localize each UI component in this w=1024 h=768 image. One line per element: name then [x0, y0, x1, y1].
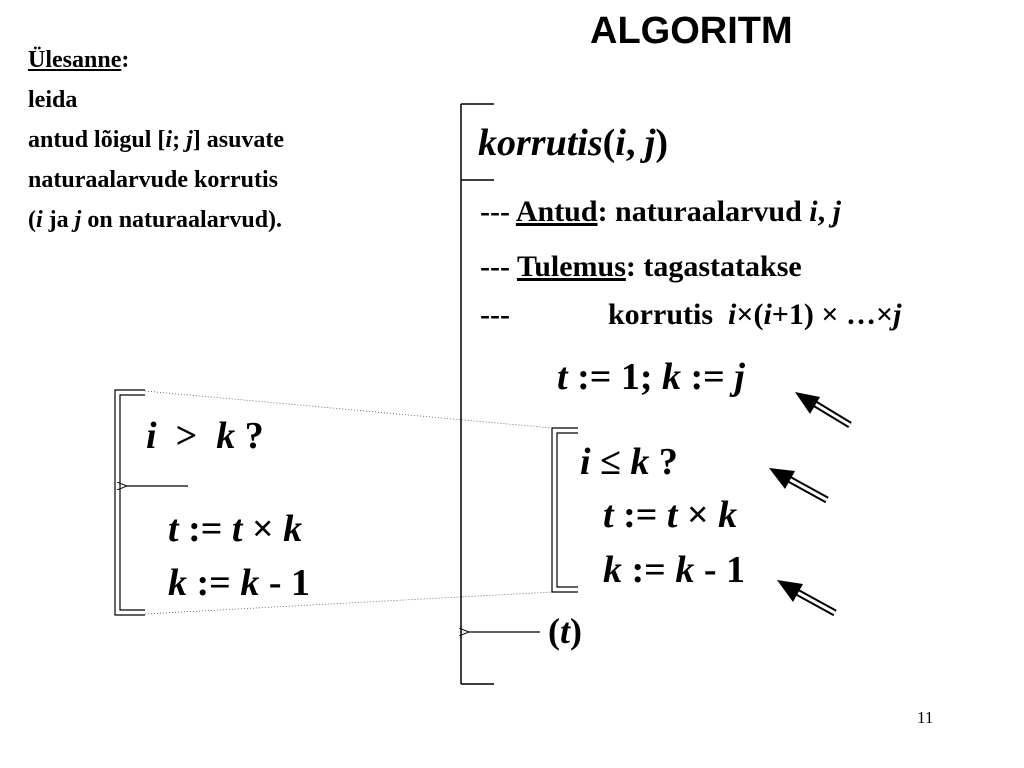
return-open: (: [548, 611, 560, 651]
return-close: ): [570, 611, 583, 651]
task-line-2-post: ] asuvate: [192, 127, 285, 153]
pointer-arrow-init: [795, 392, 850, 425]
left-s2-assign: :=: [187, 562, 241, 604]
task-line-2-pre: antud lõigul [: [28, 127, 166, 153]
task-var-i: i: [165, 127, 173, 153]
task-line-2-sep: ;: [172, 127, 187, 153]
function-name: korrutis: [478, 122, 603, 164]
task-var-j: j: [186, 127, 193, 153]
left-cond-q: ?: [244, 415, 264, 457]
result2-expr-i2: i: [763, 298, 772, 331]
task-heading: Ülesanne: [28, 47, 122, 73]
result2-expr-i: i: [728, 298, 737, 331]
task-line-4-i: i: [36, 207, 43, 233]
task-heading-colon: :: [121, 47, 130, 73]
left-s1-assign: :=: [178, 508, 232, 550]
task-line-4-j: j: [74, 207, 82, 233]
result2-dashes: ---: [480, 298, 510, 331]
right-s2-rest: - 1: [694, 549, 745, 591]
given-comma: ,: [817, 195, 833, 228]
pointer-arrow-decrement: [777, 580, 835, 613]
right-loop-statement-1: [603, 493, 737, 537]
function-comma: ,: [625, 122, 645, 164]
task-heading-line: [28, 40, 284, 80]
init-j: j: [734, 356, 745, 398]
right-cond-q: ?: [658, 441, 678, 483]
page-number: 11: [917, 708, 934, 727]
result-text: : tagastatakse: [625, 250, 802, 283]
result-expression: [608, 298, 901, 332]
init-statement: [557, 355, 745, 399]
left-s2-k: k: [168, 562, 187, 604]
init-assign-1: := 1;: [567, 356, 663, 398]
function-arg-j: j: [644, 122, 656, 164]
right-s1-t: t: [603, 494, 614, 536]
return-t: t: [560, 611, 571, 651]
right-s2-k: k: [603, 549, 622, 591]
left-loop-statement-2: [168, 561, 310, 605]
right-cond-k: k: [630, 441, 650, 483]
left-loop-condition: [146, 414, 264, 458]
right-s1-times: ×: [686, 494, 709, 536]
left-cond-op: >: [175, 415, 198, 457]
task-line-2: [28, 120, 284, 160]
init-assign-2: :=: [681, 356, 725, 398]
init-t: t: [557, 356, 568, 398]
left-s1-t2: t: [231, 508, 243, 550]
given-i: i: [809, 195, 818, 228]
function-close: ): [655, 122, 669, 164]
right-loop-statement-2: [603, 548, 745, 592]
given-label: Antud: [515, 195, 598, 228]
right-s1-assign: :=: [613, 494, 667, 536]
left-s1-times: ×: [251, 508, 274, 550]
function-open: (: [602, 122, 616, 164]
right-loop-bracket: [552, 428, 578, 592]
task-line-3: naturaalarvude korrutis: [28, 167, 279, 193]
pointer-arrow-condition: [769, 468, 827, 500]
given-text: : naturaalarvud: [597, 195, 810, 228]
left-s1-t: t: [168, 508, 179, 550]
init-k: k: [662, 356, 682, 398]
right-s2-assign: :=: [622, 549, 676, 591]
return-value: [548, 610, 582, 652]
left-cond-i: i: [146, 415, 157, 457]
left-loop-statement-1: [168, 507, 302, 551]
left-s2-rest: - 1: [259, 562, 310, 604]
left-s1-k: k: [283, 508, 303, 550]
result2-expr-times: ×(: [736, 298, 764, 331]
result2-expr-rest: +1) × …×: [771, 298, 894, 331]
task-line-4-mid: ja: [42, 207, 75, 233]
left-loop-bracket: [115, 390, 145, 615]
function-signature: [478, 121, 668, 165]
task-line-4-open: (: [28, 207, 36, 233]
right-cond-i: i: [580, 441, 591, 483]
result-dashes: ---: [480, 250, 510, 283]
right-s1-k: k: [718, 494, 738, 536]
result-label: Tulemus: [516, 250, 626, 283]
given-line: [480, 195, 841, 229]
task-line-1: leida: [28, 87, 78, 113]
right-s1-t2: t: [666, 494, 678, 536]
right-s2-k2: k: [675, 549, 695, 591]
function-arg-i: i: [615, 122, 626, 164]
page-title: ALGORITM: [590, 10, 793, 52]
result2-text: korrutis: [608, 298, 713, 331]
result-line: [480, 250, 802, 284]
result-line-2: [480, 298, 510, 332]
task-line-4-post: on naturaalarvud).: [81, 207, 283, 233]
result2-expr-j: j: [893, 298, 902, 331]
left-cond-k: k: [216, 415, 236, 457]
given-dashes: ---: [480, 195, 510, 228]
given-j: j: [832, 195, 841, 228]
right-loop-condition: [580, 440, 678, 484]
task-description: [28, 40, 284, 240]
right-cond-op: ≤: [600, 441, 621, 483]
task-line-4: [28, 200, 284, 240]
left-s2-k2: k: [240, 562, 260, 604]
